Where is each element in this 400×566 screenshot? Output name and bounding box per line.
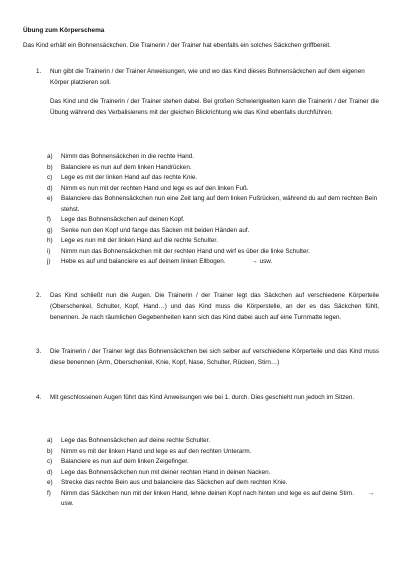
list-item-letter: f): [47, 489, 51, 497]
list-item-text: Balanciere es nun auf dem linken Zeigefinger.: [61, 458, 189, 465]
list-item-text: Hebe es auf und balanciere es auf deinem linken Ellbogen.: [61, 258, 226, 265]
list-item-letter: d): [47, 184, 53, 192]
list-item-text: Nimm das Bohnensäckchen in die rechte Hand.: [61, 153, 195, 160]
list-item-letter: c): [47, 458, 53, 465]
list-item: [47, 457, 379, 468]
section-3-number: 3.: [36, 348, 42, 355]
list-item-letter: c): [47, 174, 53, 181]
list-item: [47, 194, 379, 215]
section-3-text: Die Trainerin / der Trainer legt das Bohnensäckchen bei sich selber auf verschiedene Körperteile und das Kind muss diese benennen (Arm, Oberschenkel, Knie, Kopf, Nase, Schulter, Rücken, Stirn…): [50, 348, 379, 366]
intro-paragraph: Das Kind erhält ein Bohnensäckchen. Die Trainerin / der Trainer hat ebenfalls ein solches Säckchen griffbereit.: [23, 42, 331, 49]
continuation-text: usw.: [61, 500, 74, 507]
list-item-letter: a): [47, 437, 53, 444]
list-item-text: Balanciere es nun auf dem linken Handrücken.: [61, 163, 192, 171]
list-item-text: Nimm nun das Bohnensäckchen mit der rechten Hand und wirf es über die linke Schulter.: [61, 247, 310, 255]
list-item-letter: f): [47, 216, 51, 223]
list-item: [47, 257, 379, 268]
arrow-right-icon: →: [368, 489, 375, 497]
continuation-text: usw.: [259, 258, 273, 265]
list-item: [47, 478, 379, 489]
list-item: [47, 163, 379, 174]
list-item-text: Nimm das Säckchen nun mit der linken Hand, lehne deinen Kopf nach hinten und lege es auf deine Stirn.: [61, 489, 354, 497]
list-item-letter: e): [47, 195, 53, 202]
section-2-number: 2.: [36, 292, 42, 299]
list-item: [47, 436, 379, 447]
list-item-text: Lege das Bohnensäckchen auf deine rechte Schulter.: [61, 437, 211, 444]
list-item: [47, 173, 379, 184]
list-item-text: Balanciere das Bohnensäckchen nun eine Zeit lang auf dem linken Fußrücken, während du auf dem rechten Bein stehst.: [61, 195, 378, 213]
list-item: [47, 447, 379, 458]
list-item: [47, 215, 379, 226]
list-item-text: Senke nun den Kopf und fange das Säcken mit beiden Händen auf.: [61, 226, 250, 234]
list-item-text: Nimm es nun mit der rechten Hand und lege es auf den linken Fuß.: [61, 184, 249, 192]
list-item-text: Lege es mit der linken Hand auf das rechte Knie.: [61, 174, 198, 181]
list-item: [47, 489, 379, 510]
list-item-letter: e): [47, 479, 53, 486]
section-4-number: 4.: [36, 394, 42, 401]
list-item-text: Lege es nun mit der linken Hand auf die rechte Schulter.: [61, 237, 218, 244]
list-item-letter: b): [47, 447, 53, 455]
section-1-text: Nun gibt die Trainerin / der Trainer Anweisungen, wie und wo das Kind dieses Bohnensäckchen auf dem eigenen Körper platzieren soll.: [50, 68, 365, 86]
list-item-text: Lege das Bohnensäckchen nun mit deiner rechten Hand in deinen Nacken.: [61, 468, 271, 476]
list-item-letter: a): [47, 153, 53, 160]
list-item: [47, 152, 379, 163]
section-1-number: 1.: [36, 68, 42, 75]
list-item-letter: j): [47, 258, 51, 265]
list-item-text: Lege das Bohnensäckchen auf deinen Kopf.: [61, 216, 185, 223]
list-item: [47, 468, 379, 479]
list-item-letter: i): [47, 247, 51, 255]
list-item: [47, 247, 379, 258]
page-title: Übung zum Körperschema: [23, 27, 105, 34]
list-item: [47, 226, 379, 237]
section-4-list: [47, 436, 379, 510]
list-item-text: Nimm es mit der linken Hand und lege es auf den rechten Unterarm.: [61, 447, 252, 455]
section-1-text-2: Das Kind und die Trainerin / der Trainer stehen dabei. Bei großen Schwierigkeiten kann die Trainerin / der Trainer die Übung während des Verbalisierens mit der gleichen Blickrichtung wie das Kind ebenfalls durchführen.: [50, 98, 379, 116]
list-item-text: Strecke das rechte Bein aus und balanciere das Säckchen auf dem rechten Knie.: [61, 479, 288, 486]
list-item: [47, 236, 379, 247]
section-2-text: Das Kind schließt nun die Augen. Die Trainerin / der Trainer legt das Säckchen auf verschiedene Körperteile (Oberschenkel, Schulter, Kopf, Hand…) und das Kind muss die Körperstelle, an der es das Säckchen fühlt, benennen. Je nach räumlichen Gegebenheiten kann sich das Kind dabei auch auf eine Turnmatte legen.: [50, 292, 379, 321]
arrow-right-icon: →: [251, 258, 258, 265]
list-item-letter: h): [47, 237, 53, 244]
list-item-letter: b): [47, 163, 53, 171]
list-item: [47, 184, 379, 195]
list-item-letter: g): [47, 226, 53, 234]
section-1-list: [47, 152, 379, 268]
section-4-text: Mit geschlossenen Augen führt das Kind Anweisungen wie bei 1. durch. Dies geschieht nun jedoch im Sitzen.: [50, 394, 355, 401]
list-item-letter: d): [47, 468, 53, 476]
